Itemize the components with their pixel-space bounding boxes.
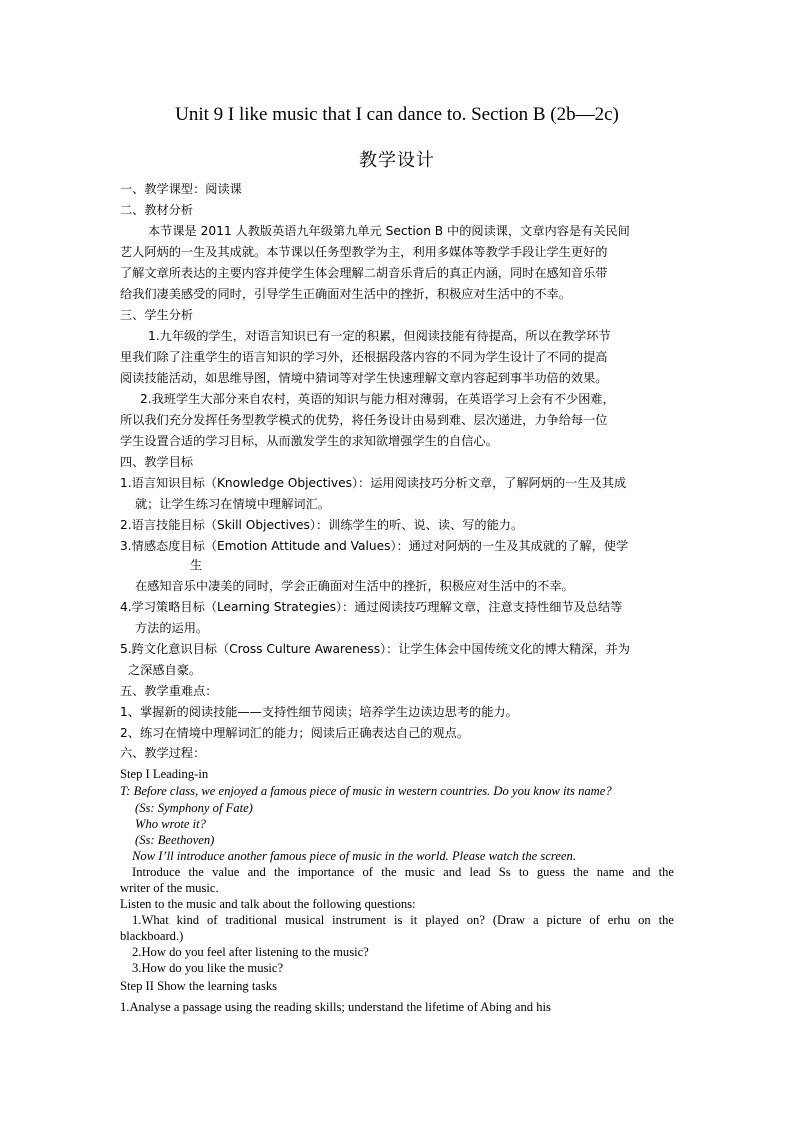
objective-line: 1.语言知识目标（Knowledge Objectives）：运用阅读技巧分析文章，了解阿炳的一生及其成 (120, 476, 627, 490)
step-heading: Step II Show the learning tasks (120, 979, 278, 993)
objective-line: 就；让学生练习在情境中理解词汇。 (135, 497, 330, 511)
section-heading: 四、教学目标 (120, 455, 194, 469)
section-heading: 二、教材分析 (120, 203, 194, 217)
objective-line: 5.跨文化意识目标（Cross Culture Awareness）：让学生体会中国传统文化的博大精深，并为 (120, 642, 630, 656)
paragraph-line: 学生设置合适的学习目标，从而激发学生的求知欲增强学生的自信心。 (120, 434, 498, 448)
objective-line: 生 (190, 558, 203, 572)
paragraph-line: 了解文章所表达的主要内容并使学生体会理解二胡音乐背后的真正内涵，同时在感知音乐带 (120, 266, 608, 280)
process-line: (Ss: Symphony of Fate) (135, 801, 253, 815)
process-line: Listen to the music and talk about the following questions: (120, 897, 416, 911)
process-line: (Ss: Beethoven) (135, 833, 215, 847)
process-line: Who wrote it? (135, 817, 206, 831)
document-title: Unit 9 I like music that I can dance to. Section B (2b—2c) (175, 104, 619, 125)
step-heading: Step I Leading-in (120, 767, 209, 781)
process-line: Introduce the value and the importance of the music and lead Ss to guess the name and the (132, 865, 674, 879)
objective-line: 4.学习策略目标（Learning Strategies）：通过阅读技巧理解文章，注意支持性细节及总结等 (120, 600, 623, 614)
process-line: 1.Analyse a passage using the reading skills; understand the lifetime of Abing and his (120, 1000, 551, 1014)
objective-line: 在感知音乐中凄美的同时，学会正确面对生活中的挫折，积极应对生活中的不幸。 (135, 579, 574, 593)
document-subtitle: 教学设计 (359, 150, 435, 171)
objective-line: 方法的运用。 (135, 621, 209, 635)
process-line: 1.What kind of traditional musical instrument is it played on? (Draw a picture of erhu on the (132, 913, 674, 927)
paragraph-line: 给我们凄美感受的同时，引导学生正确面对生活中的挫折，积极应对生活中的不幸。 (120, 287, 571, 301)
paragraph-line: 2.我班学生大部分来自农村，英语的知识与能力相对薄弱，在英语学习上会有不少困难， (140, 392, 615, 406)
section-heading: 一、教学课型：阅读课 (120, 182, 242, 196)
objective-line: 3.情感态度目标（Emotion Attitude and Values）：通过对阿炳的一生及其成就的了解，使学 (120, 539, 629, 553)
key-point-line: 2、练习在情境中理解词汇的能力；阅读后正确表达自己的观点。 (120, 726, 470, 740)
paragraph-line: 艺人阿炳的一生及其成就。本节课以任务型教学为主，利用多媒体等教学手段让学生更好的 (120, 245, 608, 259)
paragraph-line: 1.九年级的学生，对语言知识已有一定的积累，但阅读技能有待提高，所以在教学环节 (148, 329, 611, 343)
process-line: writer of the music. (120, 881, 219, 895)
section-heading: 五、教学重难点： (120, 684, 218, 698)
objective-line: 之深感自豪。 (128, 663, 202, 677)
key-point-line: 1、掌握新的阅读技能——支持性细节阅读；培养学生边读边思考的能力。 (120, 705, 518, 719)
process-line: T: Before class, we enjoyed a famous piece of music in western countries. Do you know its name? (120, 784, 612, 798)
section-heading: 六、教学过程： (120, 746, 206, 760)
paragraph-line: 阅读技能活动，如思维导图，情境中猜词等对学生快速理解文章内容起到事半功倍的效果。 (120, 371, 608, 385)
paragraph-line: 里我们除了注重学生的语言知识的学习外，还根据段落内容的不同为学生设计了不同的提高 (120, 350, 608, 364)
paragraph-line: 所以我们充分发挥任务型教学模式的优势，将任务设计由易到难、层次递进，力争给每一位 (120, 413, 608, 427)
process-line: 3.How do you like the music? (132, 961, 284, 975)
objective-line: 2.语言技能目标（Skill Objectives）：训练学生的听、说、读、写的能力。 (120, 518, 524, 532)
section-heading: 三、学生分析 (120, 308, 194, 322)
process-line: 2.How do you feel after listening to the music? (132, 945, 369, 959)
process-line: Now I’ll introduce another famous piece of music in the world. Please watch the screen. (132, 849, 576, 863)
process-line: blackboard.) (120, 929, 184, 943)
paragraph-line: 本节课是 2011 人教版英语九年级第九单元 Section B 中的阅读课，文章内容是有关民间 (148, 224, 630, 238)
